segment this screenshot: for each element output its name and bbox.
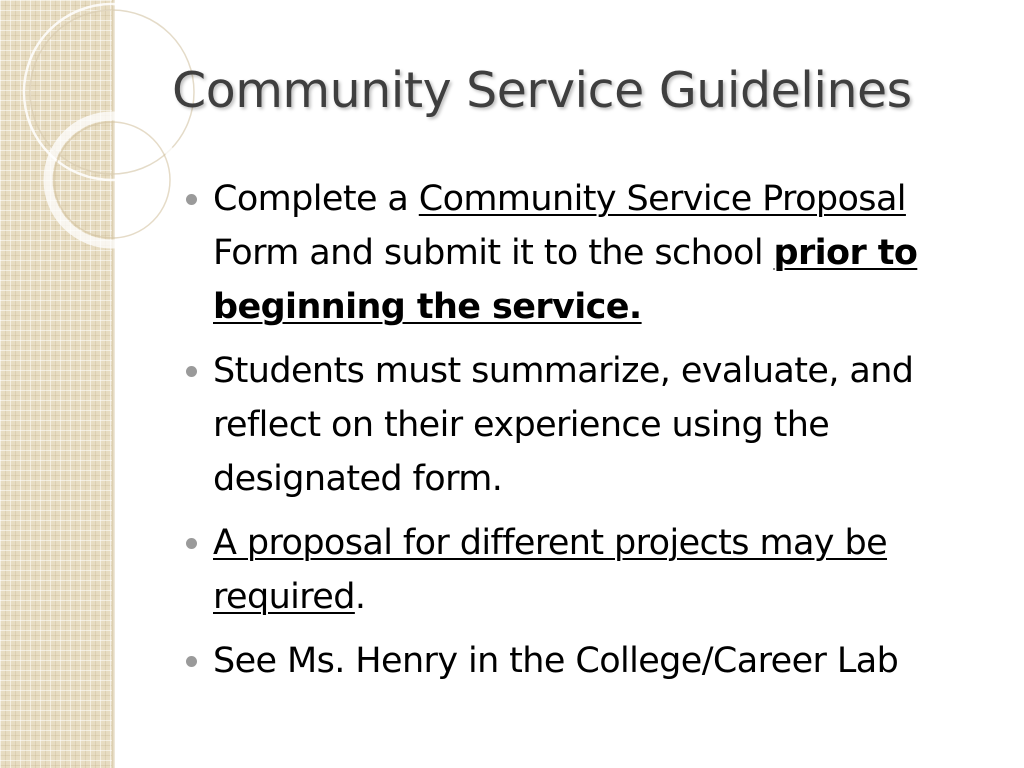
bullet-item-contact [186, 634, 986, 688]
underlined-text: A proposal for different projects may be required [213, 523, 888, 617]
bullet-item-multiple-proposals [186, 516, 986, 624]
bullet-dot-icon [186, 194, 197, 205]
slide-title: Community Service Guidelines [172, 62, 912, 119]
bullet-dot-icon [186, 656, 197, 667]
bullet-text: Students must summarize, evaluate, and reflect on their experience using the designated form. [213, 351, 914, 499]
bullet-text: Complete a [213, 179, 419, 219]
proposal-form-link[interactable]: Community Service Proposal [418, 179, 906, 219]
bullet-text: See Ms. Henry in the College/Career Lab [213, 641, 899, 681]
bullet-list [186, 172, 986, 698]
bullet-dot-icon [186, 366, 197, 377]
bullet-item-reflection [186, 344, 986, 506]
bullet-text: Form and submit it to the school [213, 233, 774, 273]
bullet-item-proposal [186, 172, 986, 334]
emphasis-text: prior to beginning the service. [213, 233, 918, 327]
bullet-text: . [354, 577, 366, 617]
panel-divider [112, 0, 115, 768]
bullet-dot-icon [186, 538, 197, 549]
decorative-grid-panel [0, 0, 112, 768]
